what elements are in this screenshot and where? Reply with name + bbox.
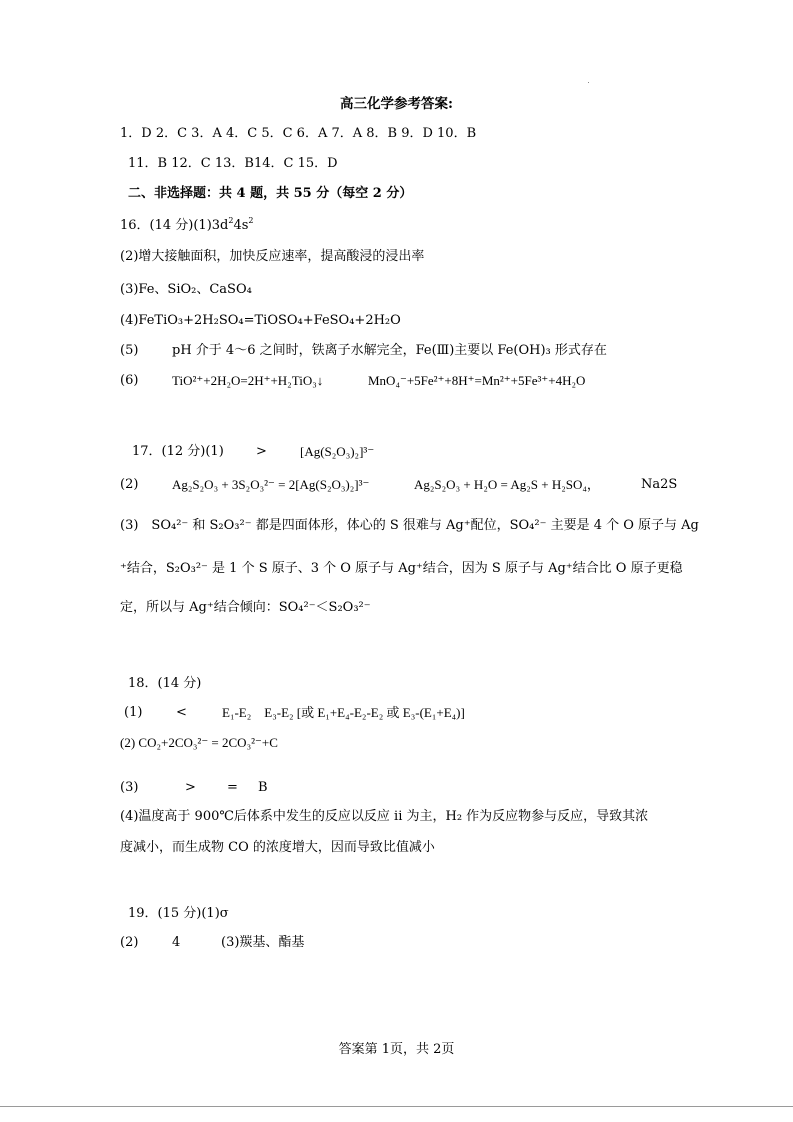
q16-part-3: (3)Fe、SiO₂、CaSO₄ xyxy=(120,282,252,297)
section-heading: 二、非选择题：共 4 题，共 55 分（每空 2 分） xyxy=(128,186,413,201)
q16-head-text: 16．(14 分)(1)3d xyxy=(120,218,229,233)
q17-part-2-answer: Na2S xyxy=(641,477,678,492)
q16-mid-text: 4s xyxy=(233,218,249,233)
q16-sup-1: 2 xyxy=(228,216,234,225)
q18-part-2: (2) CO₂+2CO₃²⁻ = 2CO₃²⁻+C xyxy=(120,735,278,750)
q16-part-5-text: pH 介于 4～6 之间时，铁离子水解完全，Fe(Ⅲ)主要以 Fe(OH)₃ 形式存在 xyxy=(172,343,607,358)
q18-part-4-line-1: (4)温度高于 900℃后体系中发生的反应以反应 ii 为主，H₂ 作为反应物参与反应，导致其浓 xyxy=(120,809,649,824)
q17-part-3-line-1: (3) SO₄²⁻ 和 S₂O₃²⁻ 都是四面体形，体心的 S 很难与 Ag⁺配位，SO₄²⁻ 主要是 4 个 O 原子与 Ag xyxy=(120,518,699,533)
q18-part-3-answer-c: B xyxy=(258,780,268,795)
scan-speck xyxy=(588,82,589,83)
q18-part-1-number: (1) xyxy=(124,705,143,720)
q18-part-4-line-2: 度减小，而生成物 CO 的浓度增大，因而导致比值减小 xyxy=(120,840,435,855)
q16-part-4: (4)FeTiO₃+2H₂SO₄=TiOSO₄+FeSO₄+2H₂O xyxy=(120,313,401,328)
q19-part-3: (3)羰基、酯基 xyxy=(221,935,305,950)
q17-part-1-symbol: > xyxy=(256,444,267,459)
q17-part-2-number: (2) xyxy=(120,477,139,492)
bottom-divider xyxy=(0,1106,793,1107)
page-title: 高三化学参考答案: xyxy=(340,96,453,112)
q16-part-6-equation-1: TiO²⁺+2H₂O=2H⁺+H₂TiO₃↓ xyxy=(172,373,324,388)
q16-part-5-number: (5) xyxy=(120,343,139,358)
q17-part-2-equation-1: Ag₂S₂O₃ + 3S₂O₃²⁻ = 2[Ag(S₂O₃)₂]³⁻ xyxy=(172,477,370,492)
q16-part-6-number: (6) xyxy=(120,373,139,388)
q17-part-3-line-2: ⁺结合，S₂O₃²⁻ 是 1 个 S 原子、3 个 O 原子与 Ag⁺结合，因为 S 原子与 Ag⁺结合比 O 原子更稳 xyxy=(120,561,683,576)
q17-part-1-formula: [Ag(S₂O₃)₂]³⁻ xyxy=(300,444,375,459)
q18-part-3-answer-a: > xyxy=(185,780,196,795)
q18-part-3-number: (3) xyxy=(120,780,139,795)
q19-part-2-number: (2) xyxy=(120,935,139,950)
q19-heading: 19．(15 分)(1)σ xyxy=(128,906,229,921)
q18-part-1-symbol: < xyxy=(176,705,187,720)
mc-answers-line-2: 11．B 12．C 13．B14．C 15．D xyxy=(128,156,338,171)
q16-sup-2: 2 xyxy=(248,216,254,225)
q18-part-3-answer-b: = xyxy=(227,780,238,795)
mc-answers-line-1: 1．D 2．C 3．A 4．C 5．C 6．A 7．A 8．B 9．D 10．B xyxy=(120,126,477,141)
q16-part-6-equation-2: MnO₄⁻+5Fe²⁺+8H⁺=Mn²⁺+5Fe³⁺+4H₂O xyxy=(368,373,586,388)
q16-heading xyxy=(120,218,254,234)
q17-part-3-line-3: 定，所以与 Ag⁺结合倾向：SO₄²⁻＜S₂O₃²⁻ xyxy=(120,600,371,615)
q18-part-1-text: E₁-E₂ E₃-E₂ [或 E₁+E₄-E₂-E₂ 或 E₃-(E₁+E₄)] xyxy=(222,705,465,720)
q16-part-2: (2)增大接触面积，加快反应速率，提高酸浸的浸出率 xyxy=(120,249,425,264)
q19-part-2-answer: 4 xyxy=(172,935,181,950)
q17-heading: 17．(12 分)(1) xyxy=(132,444,224,459)
q18-heading: 18．(14 分) xyxy=(128,676,202,691)
q17-part-2-equation-2: Ag₂S₂O₃ + H₂O = Ag₂S + H₂SO₄， xyxy=(414,477,600,492)
page-footer: 答案第 1页，共 2页 xyxy=(338,1042,455,1057)
